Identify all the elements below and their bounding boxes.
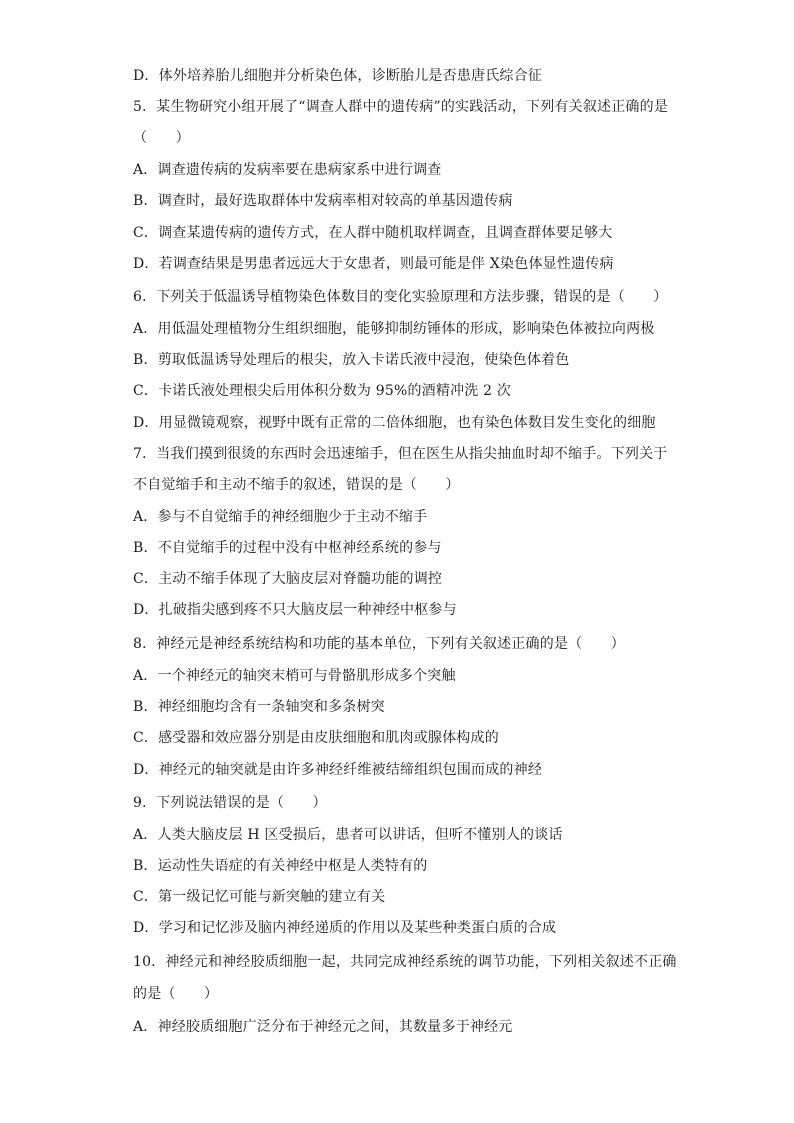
question-text: 8．神经元是神经系统结构和功能的基本单位，下列有关叙述正确的是（ ） bbox=[133, 636, 625, 652]
option-text: B．神经细胞均含有一条轴突和多条树突 bbox=[133, 699, 385, 715]
option-text: B．剪取低温诱导处理后的根尖，放入卡诺氏液中浸泡，使染色体着色 bbox=[133, 352, 570, 368]
option-text: A．一个神经元的轴突末梢可与骨骼肌形成多个突触 bbox=[133, 668, 456, 684]
option-text: A．参与不自觉缩手的神经细胞少于主动不缩手 bbox=[133, 509, 428, 525]
option-text: D．用显微镜观察，视野中既有正常的二倍体细胞，也有染色体数目发生变化的细胞 bbox=[133, 415, 656, 431]
question-text: 7．当我们摸到很烫的东西时会迅速缩手，但在医生从指尖抽血时却不缩手。下列关于 bbox=[133, 446, 668, 462]
question-text: 的是（ ） bbox=[133, 986, 219, 1002]
option-text: D．扎破指尖感到疼不只大脑皮层一种神经中枢参与 bbox=[133, 602, 457, 618]
question-text: 9．下列说法错误的是（ ） bbox=[133, 795, 327, 811]
question-text: 10．神经元和神经胶质细胞一起，共同完成神经系统的调节功能，下列相关叙述不正确 bbox=[133, 954, 677, 970]
question-text: 6．下列关于低温诱导植物染色体数目的变化实验原理和方法步骤，错误的是（ ） bbox=[133, 289, 668, 305]
option-text: D．体外培养胎儿细胞并分析染色体，诊断胎儿是否患唐氏综合征 bbox=[133, 68, 543, 84]
option-text: A．神经胶质细胞广泛分布于神经元之间，其数量多于神经元 bbox=[133, 1019, 513, 1035]
option-text: A．调查遗传病的发病率要在患病家系中进行调查 bbox=[133, 162, 442, 178]
option-text: C．第一级记忆可能与新突触的建立有关 bbox=[133, 889, 386, 905]
option-text: B．运动性失语症的有关神经中枢是人类特有的 bbox=[133, 858, 428, 874]
option-text: B．调查时，最好选取群体中发病率相对较高的单基因遗传病 bbox=[133, 193, 513, 209]
option-text: D．若调查结果是男患者远远大于女患者，则最可能是伴 X染色体显性遗传病 bbox=[133, 256, 614, 272]
option-text: C．卡诺氏液处理根尖后用体积分数为 95%的酒精冲洗 2 次 bbox=[133, 383, 512, 399]
question-text: （ ） bbox=[133, 130, 190, 146]
option-text: C．调查某遗传病的遗传方式，在人群中随机取样调查，且调查群体要足够大 bbox=[133, 225, 613, 241]
option-text: A．用低温处理植物分生组织细胞，能够抑制纺锤体的形成，影响染色体被拉向两极 bbox=[133, 321, 655, 337]
option-text: B．不自觉缩手的过程中没有中枢神经系统的参与 bbox=[133, 540, 442, 556]
option-text: C．主动不缩手体现了大脑皮层对脊髓功能的调控 bbox=[133, 571, 443, 587]
option-text: A．人类大脑皮层 H 区受损后，患者可以讲话，但听不懂别人的谈话 bbox=[133, 827, 563, 843]
question-text: 5．某生物研究小组开展了“调查人群中的遗传病”的实践活动，下列有关叙述正确的是 bbox=[133, 99, 669, 115]
question-text: 不自觉缩手和主动不缩手的叙述，错误的是（ ） bbox=[133, 477, 460, 493]
option-text: D．神经元的轴突就是由许多神经纤维被结缔组织包围而成的神经 bbox=[133, 762, 543, 778]
option-text: C．感受器和效应器分别是由皮肤细胞和肌肉或腺体构成的 bbox=[133, 730, 499, 746]
option-text: D．学习和记忆涉及脑内神经递质的作用以及某些种类蛋白质的合成 bbox=[133, 920, 557, 936]
